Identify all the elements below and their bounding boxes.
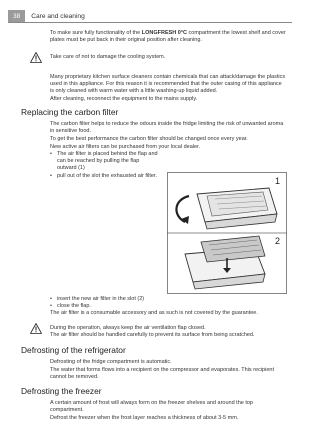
warning-triangle-icon [30, 323, 42, 334]
heading-defrost-fridge: Defrosting of the refrigerator [21, 345, 126, 355]
warning-triangle-icon [30, 52, 42, 63]
heading-carbon-filter: Replacing the carbon filter [21, 107, 119, 117]
warning-flap-text: During the operation, always keep the air ventilation flap closed. The air filter should be handled carefully to prevent its surface from being scratched. [50, 325, 255, 339]
carbon-steps-list-2 [50, 296, 286, 310]
intro-paragraph: To make sure fully functionality of the LONGFRESH 0°C compartment the lowest shelf and cover plates must be put back in their original position after cleaning. [50, 30, 286, 44]
carbon-paragraph-2: To get the best performance the carbon filter should be changed once every year. [50, 136, 248, 142]
figure-label-2: 2 [275, 236, 281, 246]
figure-label-1: 1 [275, 176, 281, 186]
reconnect-paragraph: After cleaning, reconnect the equipment to the mains supply. [50, 96, 198, 102]
carbon-paragraph-1: The carbon filter helps to reduce the odours inside the fridge limiting the risk of unwanted aroma in sensitive food. [50, 121, 284, 135]
defrost-freezer-paragraph-2: Defrost the freezer when the frost layer reaches a thickness of about 3-5 mm. [50, 415, 239, 421]
longfresh-brand: LONGFRESH 0°C [141, 30, 188, 36]
air-filter-flap-illustration [167, 172, 287, 294]
carbon-steps-list-1 [50, 151, 160, 180]
list-item: • insert the new air filter in the slot (2) [50, 296, 286, 303]
carbon-paragraph-3: New active air filters can be purchased from your local dealer. [50, 144, 201, 150]
cleaners-paragraph: Many proprietary kitchen surface cleaners contain chemicals that can attack/damage the plastics used in this appliance. For this reason it is recommended that the outer casing of this appliance is only cleaned with warm water with a little washing-up liquid added. [50, 74, 286, 95]
defrost-fridge-paragraph-2: The water that forms flows into a recipient on the compressor and evaporates. This recipient cannot be removed. [50, 367, 274, 381]
header-divider [8, 22, 292, 23]
carbon-guarantee-paragraph: The air filter is a consumable accessory and as such is not covered by the guarantee. [50, 310, 258, 316]
list-item: • pull out of the slot the exhausted air filter. [50, 173, 160, 180]
heading-defrost-freezer: Defrosting the freezer [21, 386, 102, 396]
list-item: • The air filter is placed behind the flap and can be reached by pulling the flap outward (1) [50, 151, 160, 173]
page-number: 38 [8, 10, 25, 23]
page-header [8, 10, 85, 22]
list-item: • close the flap. [50, 303, 286, 310]
defrost-freezer-paragraph-1: A certain amount of frost will always form on the freezer shelves and around the top compartment. [50, 400, 253, 414]
defrost-fridge-paragraph-1: Defrosting of the fridge compartment is automatic. [50, 359, 172, 365]
warning-cooling-text: Take care of not to damage the cooling system. [50, 54, 166, 60]
section-title: Care and cleaning [31, 12, 85, 20]
